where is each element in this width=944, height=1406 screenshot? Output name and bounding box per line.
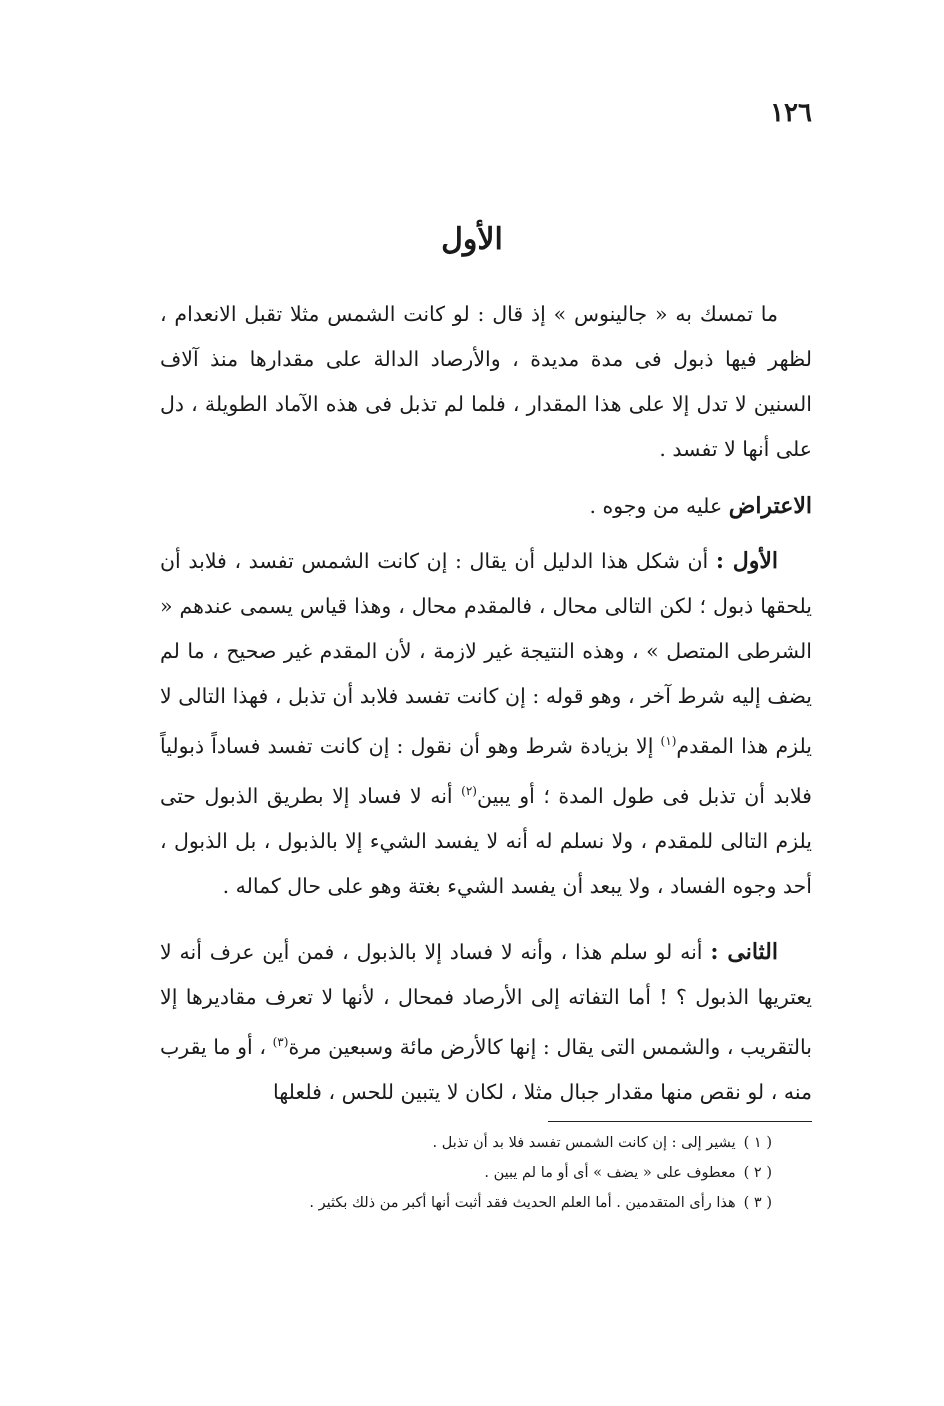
footnote-text: هذا رأى المتقدمين . أما العلم الحديث فقد أثبت أنها أكبر من ذلك بكثير . [309, 1195, 736, 1211]
objection-text: عليه من وجوه . [589, 494, 729, 518]
first-point-text-b: إلا بزيادة شرط وهو أن نقول : إن كانت تفسد فساداً ذبولياً فلابد أن تذبل فى طول المدة ؛ أو يبين [160, 733, 812, 808]
footnote-ref-1: (١) [660, 734, 677, 748]
first-point-paragraph [160, 539, 812, 909]
second-point-text-b: ، أو ما يقرب منه ، لو نقص منها مقدار جبال مثلا ، لكان لا يتبين للحس ، فلعلها [160, 1034, 812, 1104]
footnote-text: يشير إلى : إن كانت الشمس تفسد فلا بد أن تذبل . [432, 1135, 736, 1151]
footnote-number: ( ١ ) [743, 1135, 772, 1151]
first-point-text-a: أن شكل هذا الدليل أن يقال : إن كانت الشمس تفسد ، فلابد أن يلحقها ذبول ؛ لكن التالى محال ، فالمقدم محال ، وهذا قياس يسمى عندهم « الشرطى المتصل » ، وهذه النتيجة غير لازمة ، لأن المقدم غير صحيح ، ما لم يضف إليه شرط آخر ، وهو قوله : إن كانت تفسد فلابد أن تذبل ، فهذا التالى لا يلزم هذا المقدم [160, 549, 812, 758]
first-point-text-c: أنه لا فساد إلا بطريق الذبول حتى يلزم التالى للمقدم ، ولا نسلم له أنه لا يفسد الشيء إلا بالذبول ، بل الذبول ، أحد وجوه الفساد ، ولا يبعد أن يفسد الشيء بغتة وهو على حال كماله . [160, 783, 812, 898]
intro-text: ما تمسك به « جالينوس » إذ قال : لو كانت الشمس مثلا تقبل الانعدام ، لظهر فيها ذبول فى مدة مديدة ، والأرصاد الدالة على مقدارها منذ آلاف السنين لا تدل إلا على هذا المقدار ، فلما لم تذبل فى هذه الآماد الطويلة ، دل على أنها لا تفسد . [160, 302, 812, 461]
footnote-number: ( ٢ ) [743, 1165, 772, 1181]
second-point-paragraph [160, 930, 812, 1115]
footnote-item [160, 1128, 772, 1158]
section-heading: الأول [441, 222, 503, 257]
intro-paragraph [160, 292, 812, 472]
footnote-ref-2: (٢) [461, 783, 477, 798]
page-number: ١٢٦ [770, 98, 812, 128]
first-point-lead: الأول : [715, 548, 778, 574]
footnote-number: ( ٣ ) [743, 1195, 772, 1211]
footnote-divider [548, 1121, 812, 1122]
footnote-ref-3: (٣) [272, 1035, 289, 1049]
footnotes [160, 1128, 772, 1218]
second-point-lead: الثانى : [710, 939, 778, 965]
second-point-text-a: أنه لو سلم هذا ، وأنه لا فساد إلا بالذبول ، فمن أين عرف أنه لا يعتريها الذبول ؟ ! أما التفاته إلى الأرصاد فمحال ، لأنها لا تعرف مقاديرها إلا بالتقريب ، والشمس التى يقال : إنها كالأرض مائة وسبعين مرة [160, 940, 812, 1059]
footnote-item [160, 1188, 772, 1218]
footnote-text: معطوف على « يضف » أى أو ما لم يبين . [484, 1165, 736, 1181]
footnote-item [160, 1158, 772, 1188]
objection-lead: الاعتراض [728, 493, 812, 519]
objection-paragraph [160, 484, 812, 529]
